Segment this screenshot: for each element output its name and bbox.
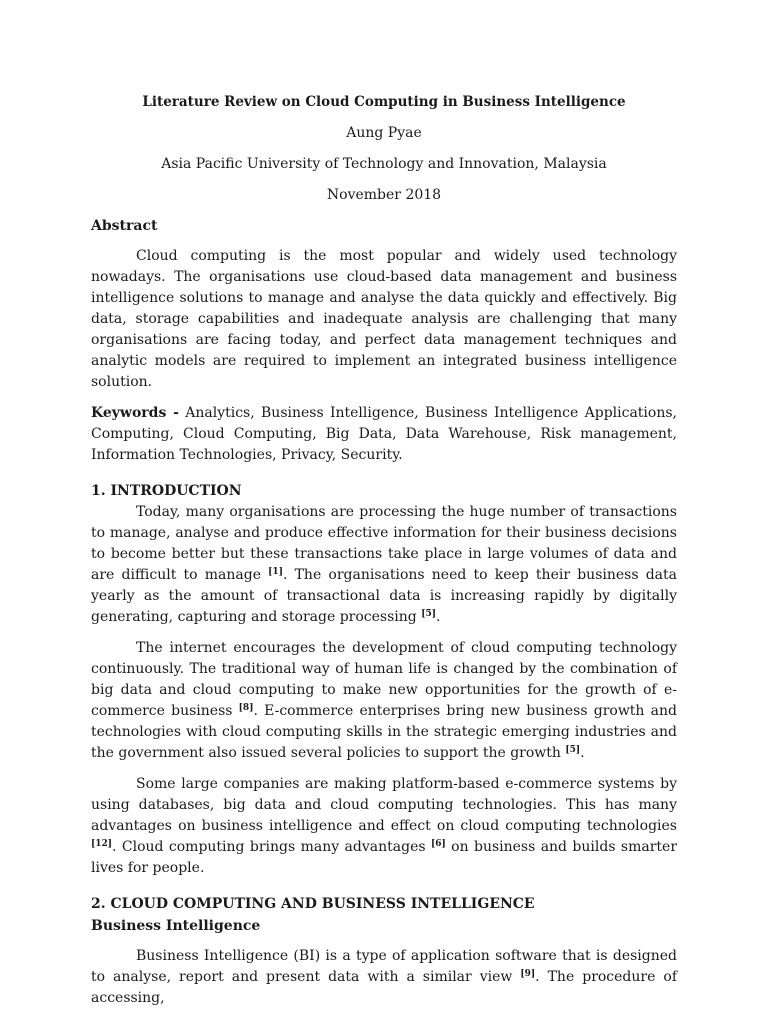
section-1-heading: 1. INTRODUCTION: [91, 483, 242, 499]
keywords-paragraph: [91, 403, 677, 466]
text-run: on business and builds smarter lives for people.: [91, 839, 678, 876]
bi-paragraph-1: [91, 946, 677, 1009]
text-run: . E-commerce enterprises bring new business growth and technologies with cloud computing skills in the strategic emerging industries and the government also issued several policies to support the growth: [91, 703, 677, 761]
text-run: . The organisations need to keep their business data yearly as the amount of transactional data is increasing rapidly by digitally generating, capturing and storage processing: [91, 567, 677, 625]
intro-paragraph-3: [91, 774, 677, 879]
keywords-list: Analytics, Business Intelligence, Business Intelligence Applications, Computing, Cloud Computing, Big Data, Data Warehouse, Risk management, Information Technologies, Privacy, Security.: [91, 405, 677, 463]
keywords-label: Keywords -: [91, 405, 179, 421]
citation-ref: [8]: [238, 703, 254, 713]
citation-ref: [5]: [565, 745, 581, 755]
text-run: . The procedure of accessing,: [91, 969, 677, 1006]
section-2-heading: 2. CLOUD COMPUTING AND BUSINESS INTELLIGENCE: [91, 896, 535, 912]
paper-title: Literature Review on Cloud Computing in Business Intelligence: [142, 94, 626, 110]
intro-paragraph-2: [91, 638, 677, 764]
text-run: Today, many organisations are processing the huge number of transactions to manage, analyse and produce effective information for their business decisions to become better but these transactions take place in large volumes of data and are difficult to manage: [91, 504, 677, 583]
text-run: The internet encourages the development of cloud computing technology continuously. The traditional way of human life is changed by the combination of big data and cloud computing to make new opportunities for the growth of e-commerce business: [91, 640, 677, 719]
text-run: .: [435, 609, 441, 625]
author-name: Aung Pyae: [346, 125, 422, 141]
abstract-heading: Abstract: [91, 218, 158, 234]
abstract-paragraph: Cloud computing is the most popular and widely used technology nowadays. The organisations use cloud-based data management and business intelligence solutions to manage and analyse the data quickly and effectively. Big data, storage capabilities and inadequate analysis are challenging that many organisations are facing today, and perfect data management techniques and analytic models are required to implement an integrated business intelligence solution.: [91, 248, 677, 390]
text-run: . Cloud computing brings many advantages: [112, 839, 431, 855]
intro-paragraph-1: [91, 502, 677, 628]
author-affiliation: Asia Pacific University of Technology and Innovation, Malaysia: [161, 156, 607, 172]
citation-ref: [5]: [421, 609, 436, 619]
text-run: Some large companies are making platform-based e-commerce systems by using databases, big data and cloud computing technologies. This has many advantages on business intelligence and effect on cloud computing technologies: [91, 776, 677, 834]
document-body: [91, 91, 677, 1009]
publication-date: November 2018: [326, 187, 442, 203]
citation-ref: [6]: [430, 839, 446, 849]
citation-ref: [1]: [268, 567, 283, 577]
text-run: .: [580, 745, 585, 761]
text-run: Business Intelligence (BI) is a type of application software that is designed to analyse, report and present data with a similar view: [91, 948, 677, 985]
subsection-heading: Business Intelligence: [91, 918, 261, 934]
citation-ref: [12]: [91, 839, 113, 849]
citation-ref: [9]: [520, 969, 536, 979]
